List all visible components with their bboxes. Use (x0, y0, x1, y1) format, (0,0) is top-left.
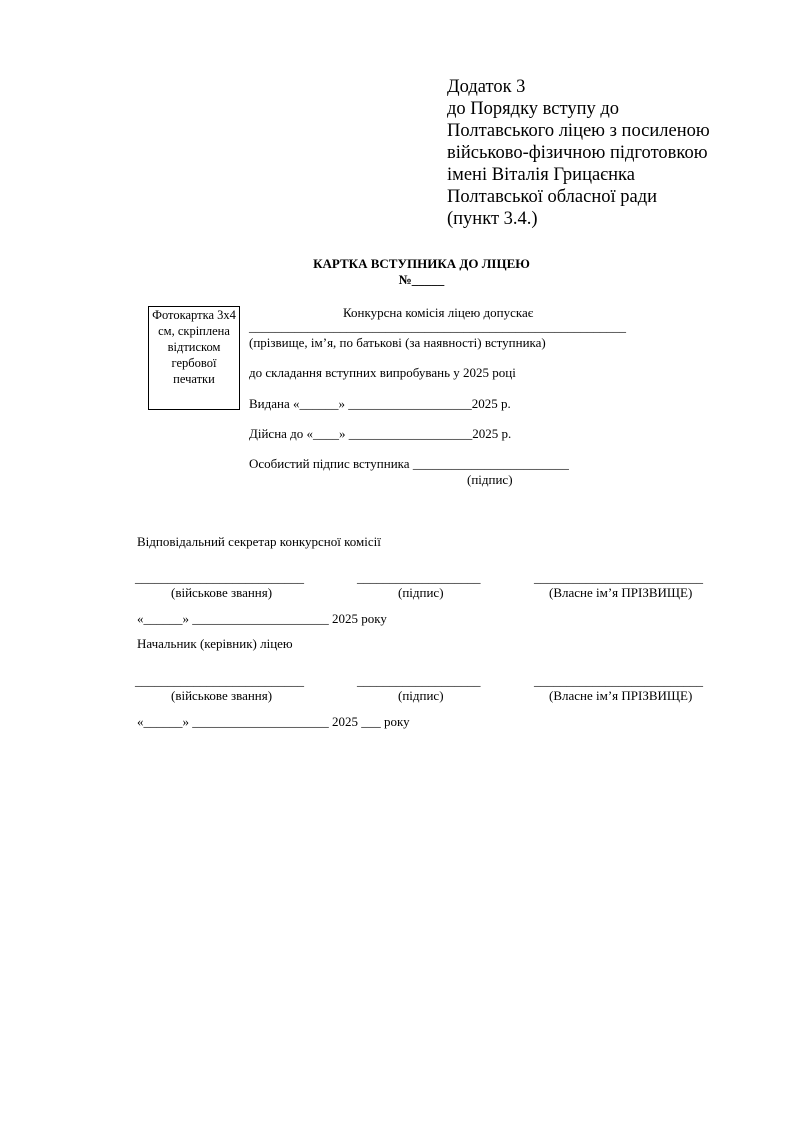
name-field[interactable]: __________________________________________________________ (249, 319, 626, 334)
applicant-signature-field[interactable]: Особистий підпис вступника ________________________ (249, 456, 569, 471)
photo-caption-line: см, скріплена (158, 324, 230, 338)
head-heading: Начальник (керівник) ліцею (137, 636, 293, 651)
secretary-signature-field[interactable]: ___________________ (357, 570, 481, 585)
appendix-line: імені Віталія Грицаєнка (447, 165, 635, 185)
appendix-line: Полтавської обласної ради (447, 187, 658, 207)
name-hint: (прізвище, ім’я, по батькові (за наявності) вступника) (249, 335, 546, 350)
photo-caption-line: відтиском (167, 340, 221, 354)
appendix-line: Додаток 3 (447, 77, 526, 97)
head-sign-hint: (підпис) (398, 688, 444, 703)
head-name-field[interactable]: __________________________ (534, 673, 703, 688)
secretary-date-field[interactable]: «______» _____________________ 2025 року (137, 611, 387, 626)
appendix-block (447, 76, 710, 230)
secretary-rank-field[interactable]: __________________________ (135, 570, 304, 585)
admission-text: Конкурсна комісія ліцею допускає (343, 305, 534, 320)
secretary-rank-hint: (військове звання) (171, 585, 273, 600)
signature-hint: (підпис) (467, 472, 513, 487)
issued-date-field[interactable]: Видана «______» ___________________2025 р. (249, 396, 511, 411)
photo-placeholder (148, 306, 240, 410)
appendix-line: до Порядку вступу до (447, 99, 620, 119)
exams-text: до складання вступних випробувань у 2025 році (249, 365, 516, 380)
appendix-line: Полтавського ліцею з посиленою (447, 121, 710, 141)
head-rank-field[interactable]: __________________________ (135, 673, 304, 688)
appendix-line: військово-фізичною підготовкою (447, 143, 708, 163)
photo-caption-line: Фотокартка 3х4 (152, 308, 236, 322)
secretary-sign-hint: (підпис) (398, 585, 444, 600)
head-signature-field[interactable]: ___________________ (357, 673, 481, 688)
card-number: №_____ (398, 272, 445, 287)
secretary-name-field[interactable]: __________________________ (534, 570, 703, 585)
appendix-line: (пункт 3.4.) (447, 209, 538, 229)
valid-until-field[interactable]: Дійсна до «____» ___________________2025 р. (249, 426, 512, 441)
photo-caption-line: гербової (171, 356, 217, 370)
head-date-field[interactable]: «______» _____________________ 2025 ___ року (137, 714, 410, 729)
head-name-hint: (Власне ім’я ПРІЗВИЩЕ) (549, 688, 693, 703)
head-rank-hint: (військове звання) (171, 688, 273, 703)
secretary-heading: Відповідальний секретар конкурсної комісії (137, 534, 381, 549)
secretary-name-hint: (Власне ім’я ПРІЗВИЩЕ) (549, 585, 693, 600)
photo-caption-line: печатки (173, 372, 215, 386)
card-title: КАРТКА ВСТУПНИКА ДО ЛІЦЕЮ (313, 256, 530, 271)
